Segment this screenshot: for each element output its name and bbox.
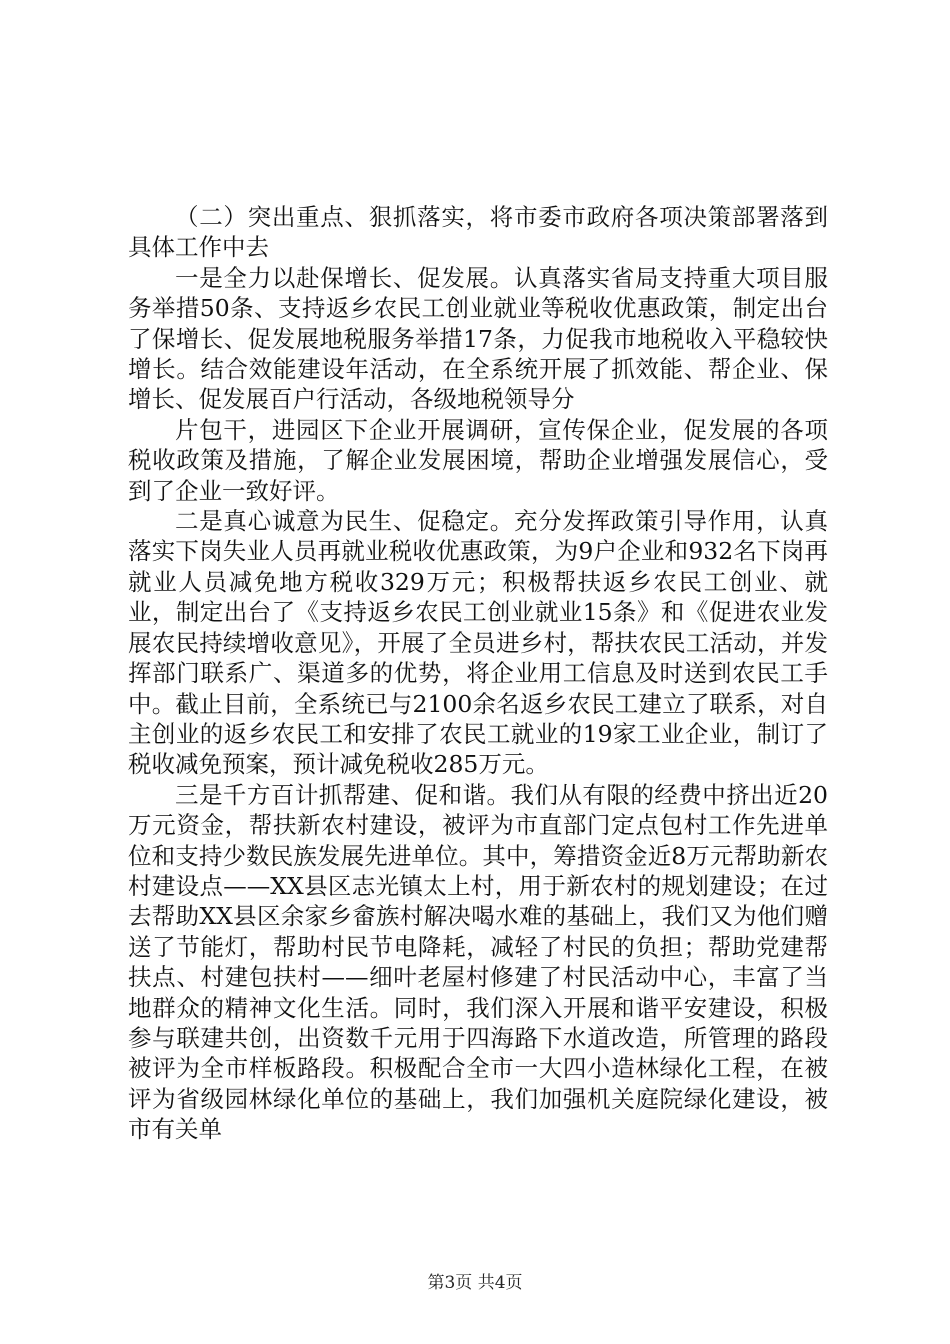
paragraph-livelihood: 二是真心诚意为民生、促稳定。充分发挥政策引导作用，认真落实下岗失业人员再就业税收优惠政策，为9户企业和932名下岗再就业人员减免地方税收329万元；积极帮扶返乡农民工创业、就业，制定出台了《支持返乡农民工创业就业15条》和《促进农业发展农民持续增收意见》，开展了全员进乡村，帮扶农民工活动，并发挥部门联系广、渠道多的优势，将企业用工信息及时送到农民工手中。截止目前，全系统已与2100余名返乡农民工建立了联系，对自主创业的返乡农民工和安排了农民工就业的19家工业企业，制订了税收减免预案，预计减免税收285万元。 [128, 507, 828, 779]
paragraph-growth: 一是全力以赴保增长、促发展。认真落实省局支持重大项目服务举措50条、支持返乡农民工创业就业等税收优惠政策，制定出台了保增长、促发展地税服务举措17条，力促我市地税收入平稳较快增长。结合效能建设年活动，在全系统开展了抓效能、帮企业、保增长、促发展百户行活动，各级地税领导分 [128, 263, 828, 414]
page-number-footer: 第3页 共4页 [427, 1273, 523, 1293]
document-body [128, 202, 828, 1145]
paragraph-harmony: 三是千方百计抓帮建、促和谐。我们从有限的经费中挤出近20万元资金，帮扶新农村建设，被评为市直部门定点包村工作先进单位和支持少数民族发展先进单位。其中，筹措资金近8万元帮助新农村建设点——XX县区志光镇太上村，用于新农村的规划建设；在过去帮助XX县区余家乡畲族村解决喝水难的基础上，我们又为他们赠送了节能灯，帮助村民节电降耗，减轻了村民的负担；帮助党建帮扶点、村建包扶村——细叶老屋村修建了村民活动中心，丰富了当地群众的精神文化生活。同时，我们深入开展和谐平安建设，积极参与联建共创，出资数千元用于四海路下水道改造，所管理的路段被评为全市样板路段。积极配合全市一大四小造林绿化工程，在被评为省级园林绿化单位的基础上，我们加强机关庭院绿化建设，被市有关单 [128, 780, 828, 1144]
section-heading: （二）突出重点、狠抓落实，将市委市政府各项决策部署落到具体工作中去 [128, 203, 828, 262]
paragraph-growth-continued: 片包干，进园区下企业开展调研，宣传保企业，促发展的各项税收政策及措施，了解企业发展困境，帮助企业增强发展信心，受到了企业一致好评。 [128, 415, 828, 505]
